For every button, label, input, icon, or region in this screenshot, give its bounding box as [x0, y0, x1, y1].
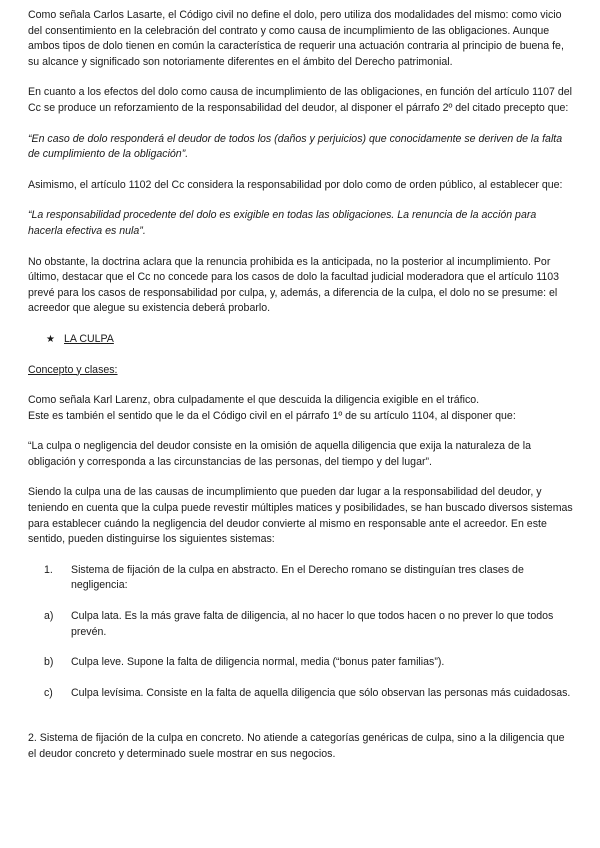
star-icon: ★ [46, 333, 55, 345]
paragraph-dolo-intro: Como señala Carlos Lasarte, el Código civil no define el dolo, pero utiliza dos modalidades del mismo: como vicio del consentimiento en la celebración del contrato y como causa de incumplimiento de las obligaciones. Aunque ambos tipos de dolo tienen en común la característica de requerir una actuación contraria al principio de buena fe, su alcance y significado son notoriamente diferentes en el ámbito del Derecho patrimonial. [28, 9, 564, 68]
list-marker: c) [44, 686, 53, 699]
quote-articulo-1107: “En caso de dolo responderá el deudor de todos los (daños y perjuicios) que conocidamente se deriven de la falta de cumplimiento de la obligación”. [28, 132, 563, 161]
list-item-text: Culpa leve. Supone la falta de diligencia normal, media (“bonus pater familias”). [71, 656, 445, 669]
paragraph-sistemas: Siendo la culpa una de las causas de incumplimiento que pueden dar lugar a la responsabilidad del deudor, y teniendo en cuenta que la culpa puede revestir múltiples matices y posibilidades, se han buscado diversos sistemas para establecer cuándo la negligencia del deudor convierte al mismo en responsable ante el acreedor. En este sentido, pueden distinguirse los siguientes sistemas: [28, 486, 573, 546]
paragraph-larenz: Como señala Karl Larenz, obra culpadamente el que descuida la diligencia exigible en el tráfico. [28, 394, 480, 407]
paragraph-sistema-concreto: 2. Sistema de fijación de la culpa en concreto. No atiende a categorías genéricas de culpa, sino a la diligencia que el deudor concreto y determinado suele mostrar en sus negocios. [28, 732, 565, 760]
list-item-culpa-leve [44, 655, 573, 671]
document-page [28, 8, 573, 763]
list-item-culpa-levisima [44, 686, 573, 702]
list-item-culpa-lata [44, 609, 573, 640]
list-item-sistema-abstracto [44, 563, 573, 594]
paragraph-articulo-1104: Este es también el sentido que le da el Código civil en el párrafo 1º de su artículo 1104, al disponer que: [28, 409, 516, 422]
list-item-text: Sistema de fijación de la culpa en abstracto. En el Derecho romano se distinguían tres clases de negligencia: [71, 563, 524, 592]
quote-articulo-1102: “La responsabilidad procedente del dolo es exigible en todas las obligaciones. La renuncia de la acción para hacerla efectiva es nula”. [28, 209, 537, 237]
heading-la-culpa-label: LA CULPA [64, 332, 114, 345]
list-marker: b) [44, 656, 54, 669]
paragraph-articulo-1102: Asimismo, el artículo 1102 del Cc considera la responsabilidad por dolo como de orden público, al establecer que: [28, 178, 563, 191]
paragraph-renuncia: No obstante, la doctrina aclara que la renuncia prohibida es la anticipada, no la posterior al incumplimiento. Por último, destacar que el Cc no concede para los casos de dolo la facultad judicial moderadora que el artículo 1103 prevé para los casos de responsabilidad por culpa, y, además, a diferencia de la culpa, el dolo no se presume: el acreedor que alegue su existencia deberá probarlo. [28, 255, 559, 315]
subheading-concepto: Concepto y clases: [28, 363, 118, 376]
quote-articulo-1104: “La culpa o negligencia del deudor consiste en la omisión de aquella diligencia que exija la naturaleza de la obligación y corresponda a las circunstancias de las personas, del tiempo y del lugar”. [28, 440, 531, 468]
paragraph-dolo-efectos: En cuanto a los efectos del dolo como causa de incumplimiento de las obligaciones, en función del artículo 1107 del Cc se produce un reforzamiento de la responsabilidad del deudor, al disponer el párrafo 2º del citado precepto que: [28, 86, 572, 114]
list-item-text: Culpa levísima. Consiste en la falta de aquella diligencia que sólo observan las personas más cuidadosas. [71, 686, 571, 699]
list-marker: 1. [44, 563, 53, 576]
list-marker: a) [44, 610, 54, 623]
list-item-text: Culpa lata. Es la más grave falta de diligencia, al no hacer lo que todos hacen o no prever lo que todos prevén. [71, 610, 554, 638]
heading-la-culpa [46, 332, 573, 348]
